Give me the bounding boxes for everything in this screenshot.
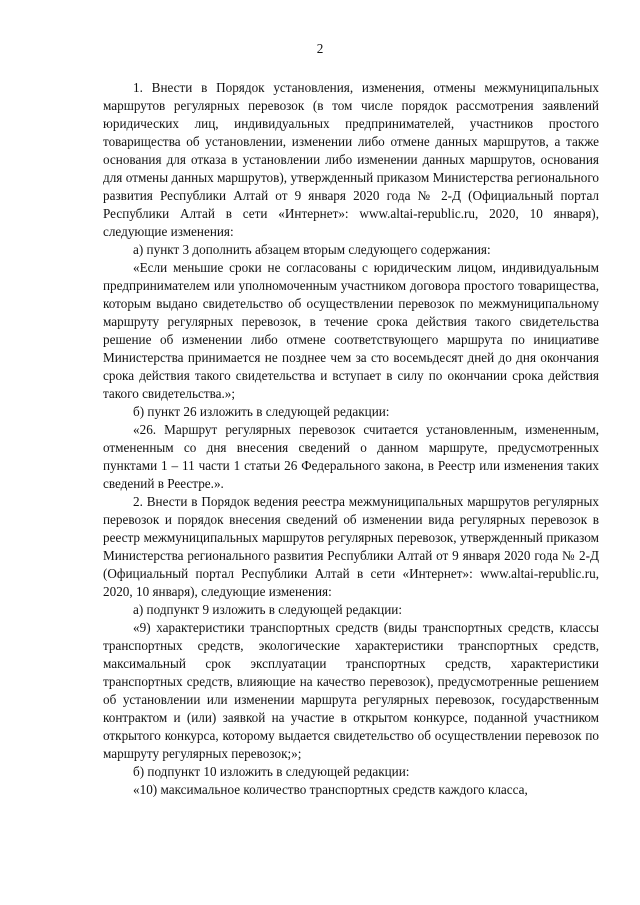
paragraph-quote-1: «Если меньшие сроки не согласованы с юридическим лицом, индивидуальным предпринимателем или уполномоченным участником договора простого товарищества, которым выдано свидетельство об осуществлении перевозок по межмуниципальному маршруту регулярных перевозок, в течение срока действия такого свидетельства решение об изменении либо отмене соответствующего маршрута по инициативе Министерства принимается не позднее чем за сто восемьдесят дней до дня окончания срока действия такого свидетельства и вступает в силу по окончании срока действия такого свидетельства.»; <box>103 260 599 401</box>
document-body <box>103 79 599 799</box>
paragraph-subitem-a-2: а) подпункт 9 изложить в следующей редакции: <box>133 602 403 617</box>
paragraph-item-2: 2. Внести в Порядок ведения реестра межмуниципальных маршрутов регулярных перевозок и порядок внесения сведений об изменении вида регулярных перевозок в реестр межмуниципальных маршрутов регулярных перевозок, утвержденный приказом Министерства регионального развития Республики Алтай от 9 января 2020 года № 2-Д (Официальный портал Республики Алтай в сети «Интернет»: www.altai-republic.ru, 2020, 10 января), следующие изменения: <box>103 494 599 599</box>
paragraph-quote-2: «26. Маршрут регулярных перевозок считается установленным, измененным, отмененным со дня внесения сведений о данном маршруте, предусмотренных пунктами 1 – 11 части 1 статьи 26 Федерального закона, в Реестр или изменения таких сведений в Реестре.». <box>103 422 599 491</box>
paragraph-subitem-b-1: б) пункт 26 изложить в следующей редакции: <box>133 404 390 419</box>
paragraph-quote-4: «10) максимальное количество транспортных средств каждого класса, <box>133 782 528 797</box>
paragraph-subitem-b-2: б) подпункт 10 изложить в следующей редакции: <box>133 764 410 779</box>
paragraph-subitem-a-1: а) пункт 3 дополнить абзацем вторым следующего содержания: <box>133 242 491 257</box>
page-number: 2 <box>316 41 324 56</box>
paragraph-quote-3: «9) характеристики транспортных средств (виды транспортных средств, классы транспортных средств, экологические характеристики транспортных средств, максимальный срок эксплуатации транспортных средств, характеристики транспортных средств, влияющие на качество перевозок), предусмотренные решением об установлении или изменении маршрута регулярных перевозок, государственным контрактом и (или) заявкой на участие в открытом конкурсе, поданной участником открытого конкурса, которому выдается свидетельство об осуществлении перевозок по маршруту регулярных перевозок;»; <box>103 620 599 761</box>
paragraph-item-1: 1. Внести в Порядок установления, изменения, отмены межмуниципальных маршрутов регулярных перевозок (в том числе порядок рассмотрения заявлений юридических лиц, индивидуальных предпринимателей, участников простого товарищества об установлении, изменении либо отмене данных маршрутов, а также основания для отказа в установлении либо изменении данных маршрутов, основания для отмены данных маршрутов), утвержденный приказом Министерства регионального развития Республики Алтай от 9 января 2020 года № 2-Д (Официальный портал Республики Алтай в сети «Интернет»: www.altai-republic.ru, 2020, 10 января), следующие изменения: <box>103 80 599 239</box>
